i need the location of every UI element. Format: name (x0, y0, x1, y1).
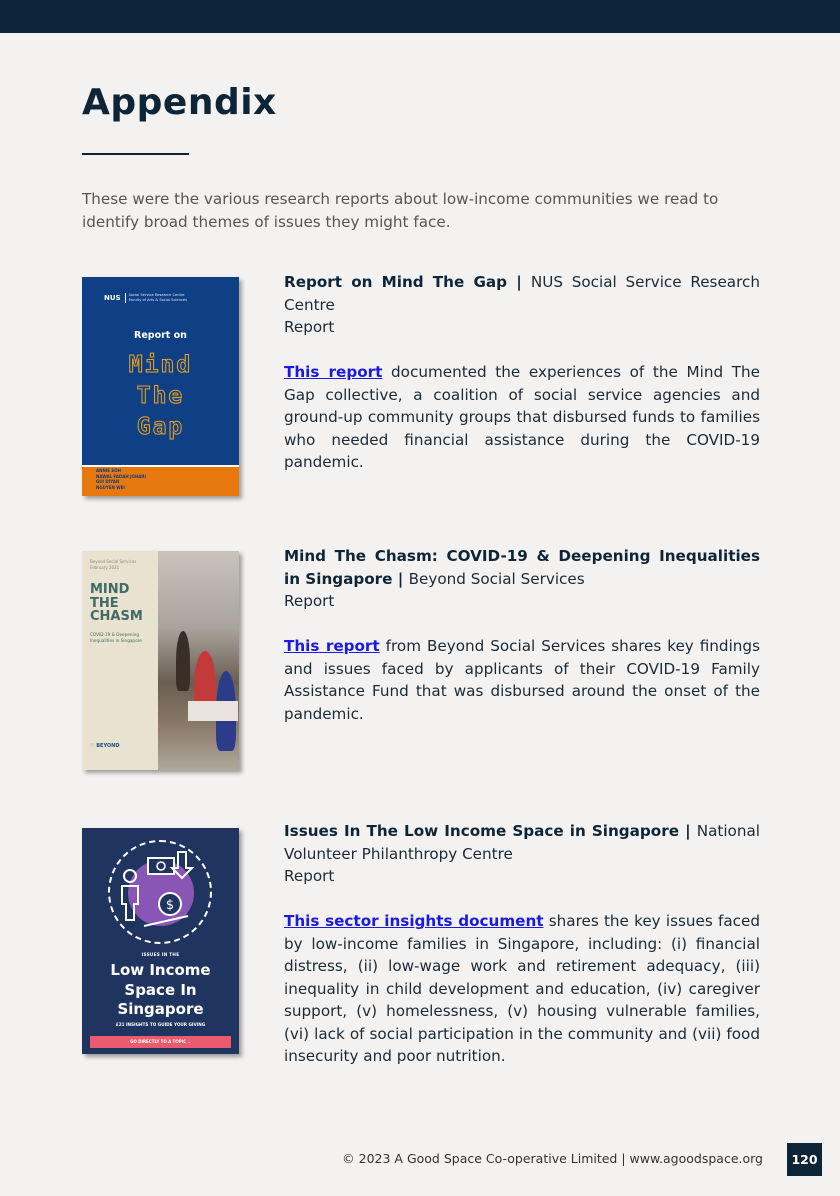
report-title: Mind The Chasm: COVID-19 & Deepening Inequalities in Singapore (284, 547, 760, 588)
photo-figure (176, 631, 190, 691)
cover-photo (158, 551, 239, 770)
report-title: Issues In The Low Income Space in Singapore (284, 822, 680, 840)
nus-logo-sub-1: Social Service Research Centre (128, 293, 185, 297)
cover-word: MIND (90, 582, 130, 597)
svg-text:$: $ (165, 898, 175, 913)
report-source: NUS Social Service Research Centre (284, 273, 760, 314)
title-separator: | (507, 273, 531, 291)
cover-author: GUI DIYAN (96, 479, 120, 484)
report-heading (284, 271, 760, 316)
nus-logo-subtitle (125, 293, 187, 303)
photo-table (188, 701, 238, 721)
chevron-down-icon: ⌄ (187, 1039, 191, 1044)
cover-topic-button-label: GO DIRECTLY TO A TOPIC (130, 1039, 187, 1044)
cover-word: Low Income (110, 961, 211, 979)
report-description (284, 635, 760, 725)
report-description-text: documented the experiences of the Mind The Gap collective, a coalition of social service agencies and ground-up community groups that disbursed funds to families who needed financial assistance during the COVID-19 pandemic. (284, 363, 760, 471)
cover-word: Singapore (117, 1000, 204, 1018)
cover-big-title (82, 961, 239, 1020)
cover-word: Space In (124, 980, 197, 999)
report-cover-mind-the-chasm (82, 551, 239, 770)
report-description-text: from Beyond Social Services shares key findings and issues faced by applicants of their COVID-19 Family Assistance Fund that was disbursed around the onset of the pandemic. (284, 637, 760, 723)
page-title: Appendix (82, 82, 277, 123)
report-description (284, 361, 760, 474)
cover-subtitle (90, 632, 142, 643)
report-type: Report (284, 867, 335, 885)
cover-authors (96, 468, 146, 490)
footer-copyright: © 2023 A Good Space Co-operative Limited | www.agoodspace.org (342, 1151, 763, 1166)
beyond-logo (90, 743, 120, 749)
nus-logo (104, 293, 187, 303)
report-description-text: shares the key issues faced by low-income families in Singapore, including: (i) financial distress, (ii) low-wage work and retirement adequacy, (iii) inequality in child development and education, (iv) caregiver support, (v) homelessness, (v) housing vulnerable families, (vi) lack of social participation in the community and (vii) food insecurity and poor nutrition. (284, 912, 760, 1065)
page-number: 120 (787, 1143, 822, 1176)
report-source: National Volunteer Philanthropy Centre (284, 822, 760, 863)
nus-logo-sub-2: Faculty of Arts & Social Sciences (128, 298, 187, 302)
intro-paragraph: These were the various research reports about low-income communities we read to identify broad themes of issues they might face. (82, 190, 719, 231)
report-type: Report (284, 592, 335, 610)
cover-org-name: Beyond Social Services (90, 559, 137, 564)
cover-org (90, 559, 136, 570)
report-text (284, 820, 760, 1068)
title-separator: | (392, 569, 409, 588)
report-heading (284, 545, 760, 590)
report-cover-low-income-space (82, 828, 239, 1054)
title-separator: | (679, 822, 697, 840)
cover-issues-label: ISSUES IN THE (141, 952, 180, 957)
cover-author: ANNIE SOH (96, 468, 122, 473)
top-bar (0, 0, 840, 33)
cover-insights: £21 INSIGHTS TO GUIDE YOUR GIVING (115, 1022, 206, 1027)
report-title: Report on Mind The Gap (284, 273, 508, 291)
title-underline (82, 153, 189, 155)
report-description (284, 910, 760, 1068)
report-link[interactable]: This report (284, 363, 383, 381)
cover-word: THE (90, 595, 119, 611)
report-cover-mind-the-gap (82, 277, 239, 496)
report-link[interactable]: This sector insights document (284, 912, 544, 930)
report-source: Beyond Social Services (408, 569, 585, 588)
report-link[interactable]: This report (284, 637, 380, 655)
nus-logo-text: NUS (104, 294, 121, 302)
cover-topic-button (90, 1036, 231, 1048)
cover-word-mind: Mind (128, 352, 193, 378)
report-heading (284, 820, 760, 865)
cover-word-gap: Gap (136, 414, 185, 440)
beyond-logo-text: BEYOND (96, 743, 120, 749)
cover-subtitle-line: Inequalities in Singapore (90, 637, 142, 643)
cover-big-title (90, 583, 143, 624)
cover-subtitle-line: COVID-19 & Deepening (90, 632, 139, 637)
cover-word-the: The (136, 383, 185, 409)
cover-author: NAWAL FADAH JOHARI (96, 473, 146, 479)
cover-heading: Report on (134, 330, 187, 341)
cover-date: February 2021 (90, 564, 120, 570)
heart-icon: ♡ (90, 743, 95, 749)
cover-word: CHASM (90, 609, 143, 624)
family-money-icon (108, 842, 212, 942)
report-type: Report (284, 318, 335, 336)
report-text (284, 271, 760, 474)
report-text (284, 545, 760, 725)
cover-author: NGUYEN WEI (96, 484, 125, 490)
